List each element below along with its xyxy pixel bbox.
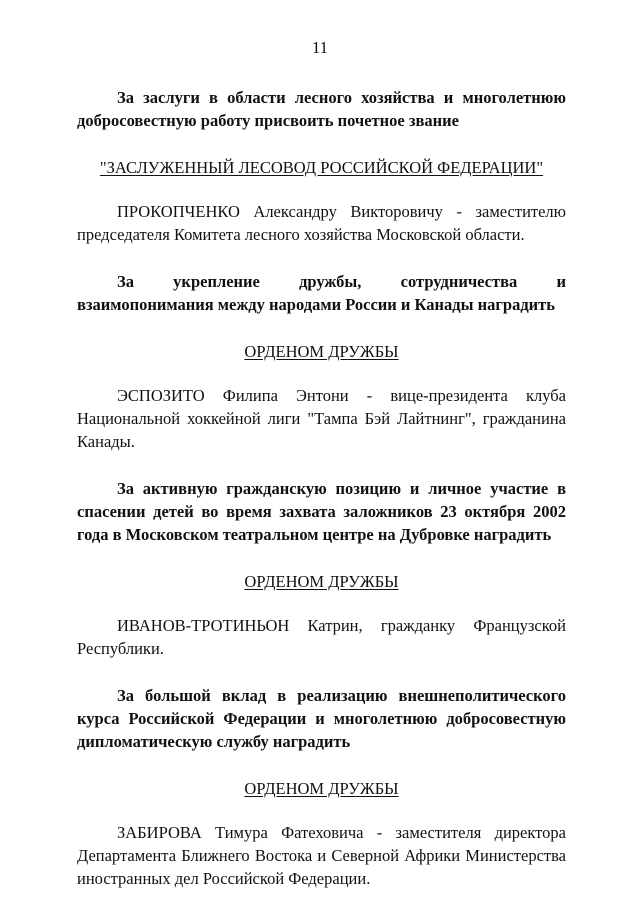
section-3-recipient: ИВАНОВ-ТРОТИНЬОН Катрин, гражданку Французской Республики. <box>77 616 566 658</box>
section-4-recipient: ЗАБИРОВА Тимура Фатеховича - заместителя директора Департамента Ближнего Востока и Северной Африки Министерства иностранных дел Российской Федерации. <box>77 823 566 888</box>
page-number: 11 <box>311 38 329 57</box>
section-2-title: ОРДЕНОМ ДРУЖБЫ <box>244 342 399 361</box>
section-2-recipient: ЭСПОЗИТО Филипа Энтони - вице-президента клуба Национальной хоккейной лиги "Тампа Бэй Лайтнинг", гражданина Канады. <box>77 386 566 451</box>
document-body <box>77 86 566 890</box>
section-1-intro: За заслуги в области лесного хозяйства и многолетнюю добросовестную работу присвоить почетное звание <box>77 88 566 130</box>
section-4-intro: За большой вклад в реализацию внешнеполитического курса Российской Федерации и многолетнюю добросовестную дипломатическую службу наградить <box>77 686 566 751</box>
section-3-title: ОРДЕНОМ ДРУЖБЫ <box>244 572 399 591</box>
section-1-title: "ЗАСЛУЖЕННЫЙ ЛЕСОВОД РОССИЙСКОЙ ФЕДЕРАЦИИ" <box>99 158 544 177</box>
section-3-intro: За активную гражданскую позицию и личное участие в спасении детей во время захвата заложников 23 октября 2002 года в Московском театральном центре на Дубровке наградить <box>77 479 566 544</box>
section-2-intro: За укрепление дружбы, сотрудничества и взаимопонимания между народами России и Канады наградить <box>77 272 566 314</box>
section-1-recipient: ПРОКОПЧЕНКО Александру Викторовичу - заместителю председателя Комитета лесного хозяйства Московской области. <box>77 202 566 244</box>
section-4-title: ОРДЕНОМ ДРУЖБЫ <box>244 779 399 798</box>
